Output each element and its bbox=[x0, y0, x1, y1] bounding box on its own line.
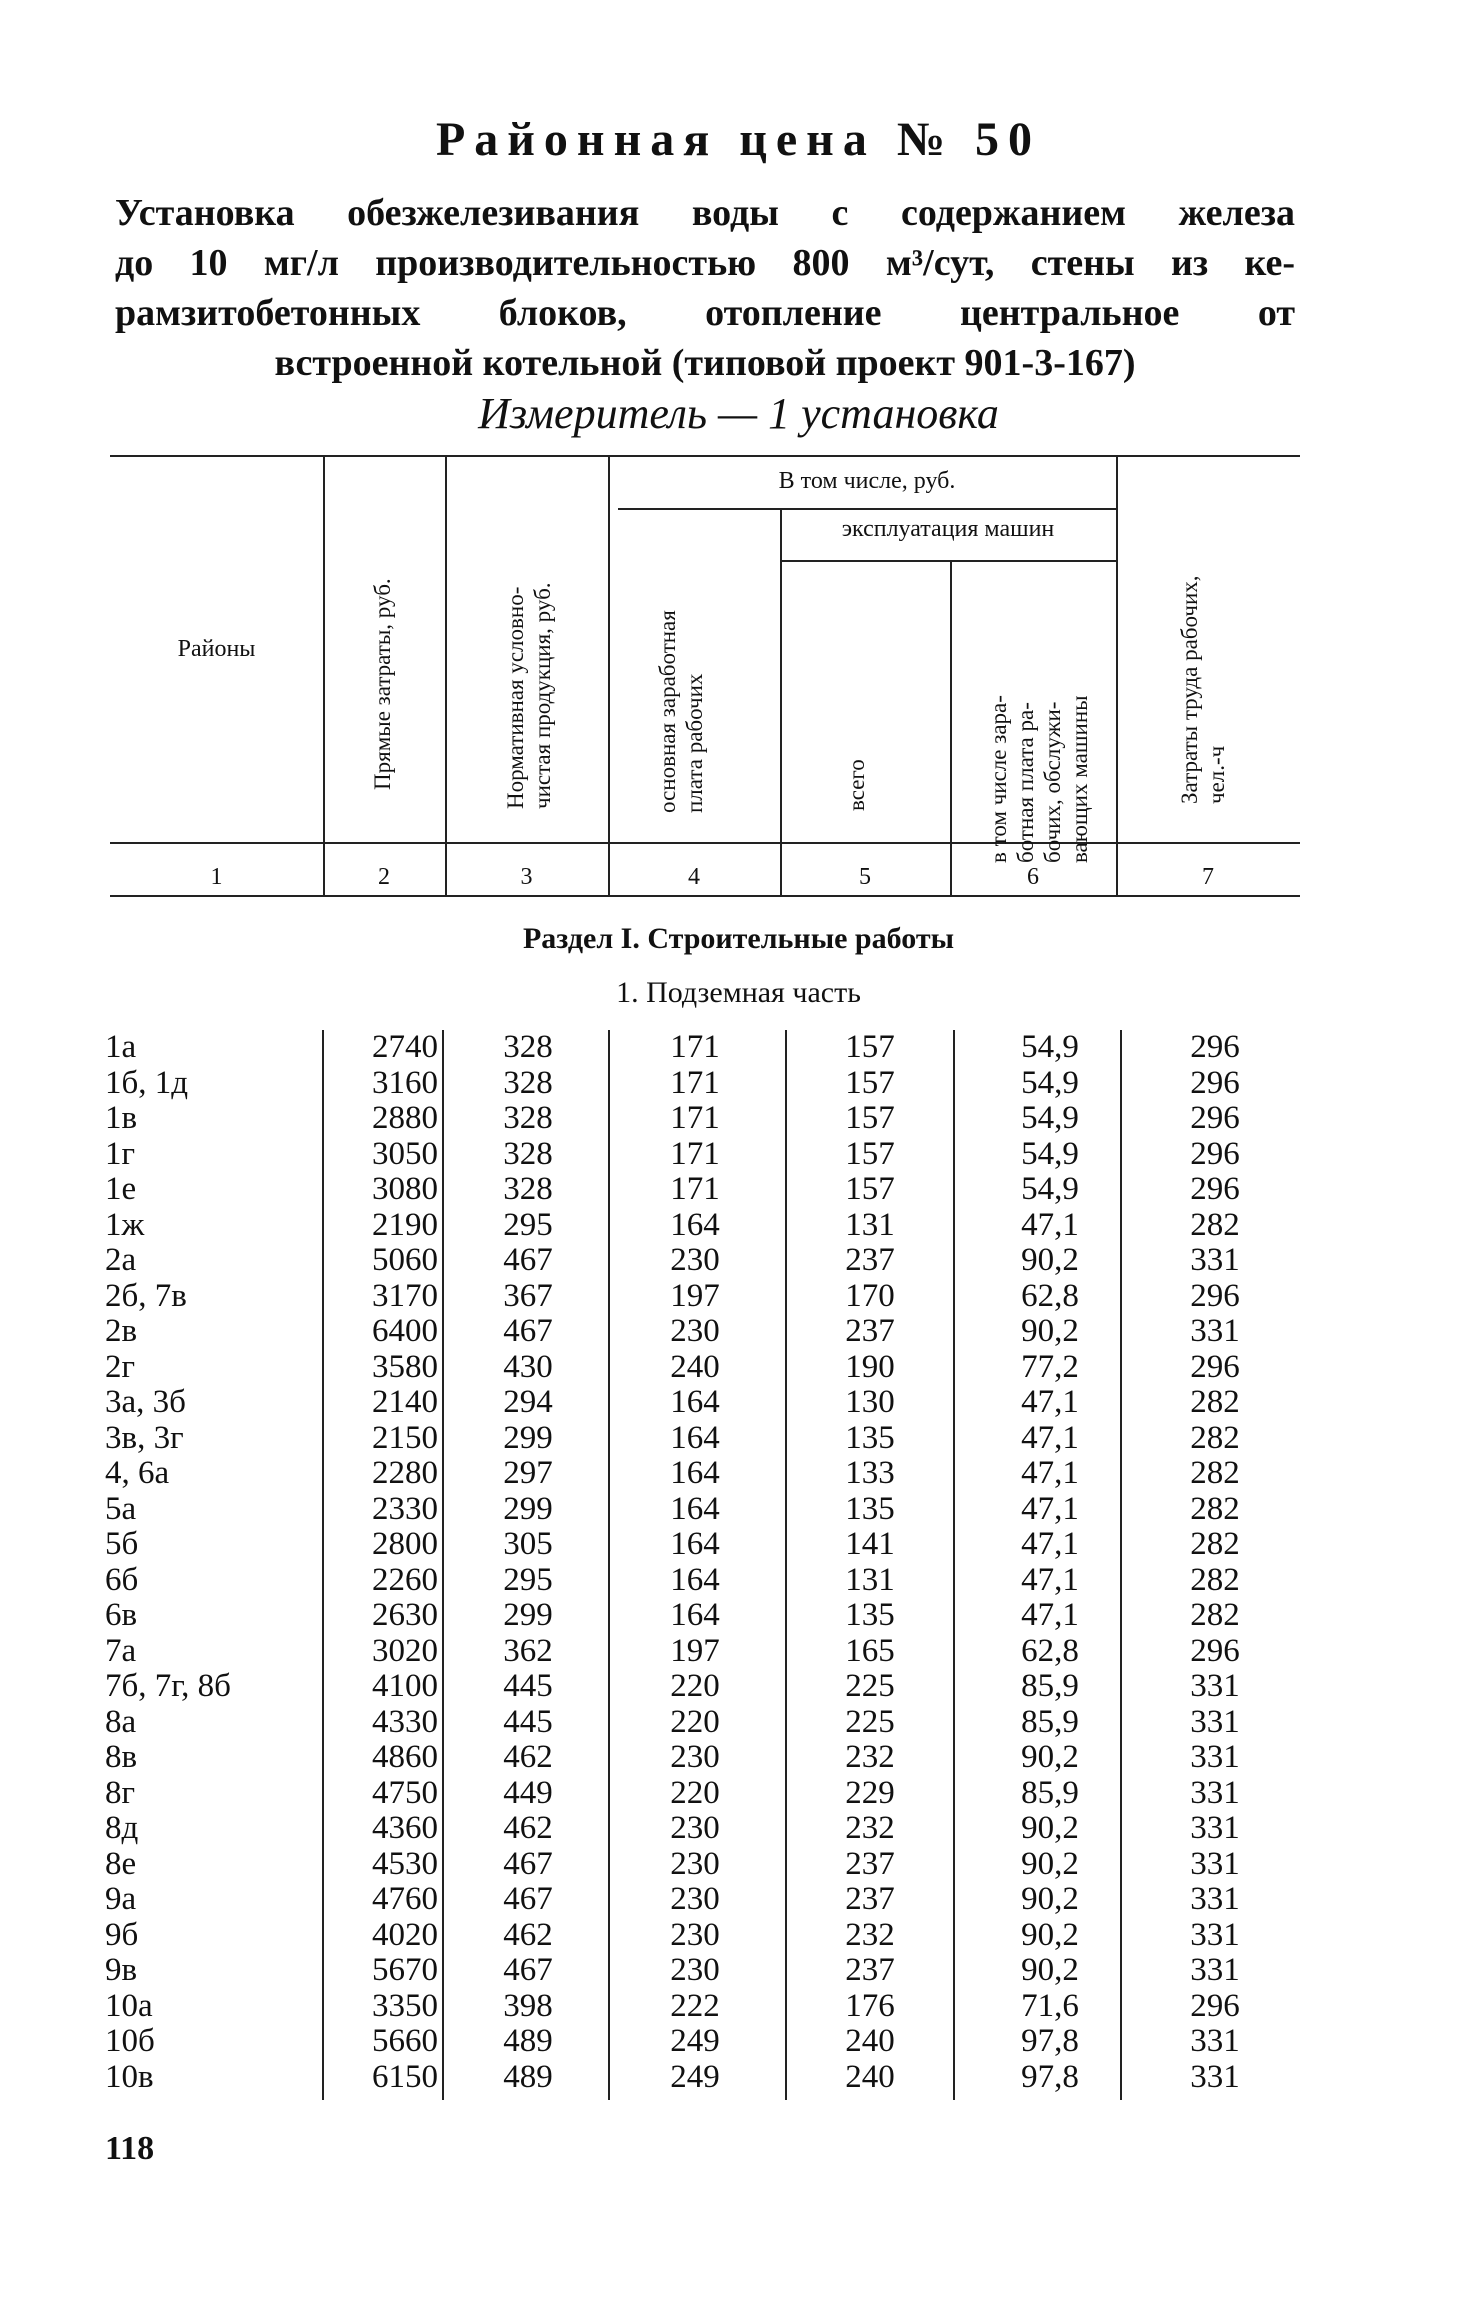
col-divider bbox=[780, 508, 782, 895]
value-cell: 3080 bbox=[372, 1171, 438, 1207]
header-subgroup: эксплуатация машин bbox=[841, 516, 1055, 542]
header-machine-wage: в том числе зара- ботная плата ра- бочих, обслужи- вающих машины bbox=[986, 695, 1092, 863]
table-row bbox=[0, 1740, 1477, 1776]
value-cell: 296 bbox=[1190, 1135, 1240, 1172]
page-title: Районная цена № 50 bbox=[435, 113, 1042, 166]
value-cell: 47,1 bbox=[1021, 1490, 1079, 1527]
value-cell: 131 bbox=[845, 1561, 895, 1598]
value-cell: 141 bbox=[845, 1526, 895, 1562]
value-cell: 97,8 bbox=[1021, 2058, 1079, 2095]
table-row bbox=[0, 1314, 1477, 1350]
value-cell: 229 bbox=[845, 1774, 895, 1811]
value-cell: 230 bbox=[670, 1845, 720, 1882]
value-cell: 331 bbox=[1190, 1810, 1240, 1846]
value-cell: 295 bbox=[503, 1206, 553, 1243]
table-row bbox=[0, 1350, 1477, 1386]
table-row bbox=[0, 1385, 1477, 1421]
value-cell: 237 bbox=[845, 1881, 895, 1917]
value-cell: 171 bbox=[670, 1064, 720, 1101]
table-row bbox=[0, 1705, 1477, 1741]
value-cell: 164 bbox=[670, 1597, 720, 1633]
value-cell: 398 bbox=[503, 1987, 553, 2024]
value-cell: 230 bbox=[670, 1916, 720, 1953]
value-cell: 2800 bbox=[372, 1526, 438, 1562]
value-cell: 47,1 bbox=[1021, 1206, 1079, 1243]
value-cell: 225 bbox=[845, 1703, 895, 1740]
column-number: 7 bbox=[1202, 864, 1214, 890]
value-cell: 331 bbox=[1190, 1668, 1240, 1704]
value-cell: 249 bbox=[670, 2058, 720, 2095]
value-cell: 489 bbox=[503, 2023, 553, 2059]
col-divider bbox=[1116, 455, 1118, 895]
table-row bbox=[0, 1882, 1477, 1918]
region-cell: 3а, 3б bbox=[105, 1384, 186, 1420]
value-cell: 299 bbox=[503, 1490, 553, 1527]
region-cell: 8а bbox=[105, 1703, 137, 1740]
value-cell: 54,9 bbox=[1021, 1064, 1079, 1101]
value-cell: 2150 bbox=[372, 1419, 438, 1456]
table-row bbox=[0, 1137, 1477, 1173]
value-cell: 240 bbox=[845, 2023, 895, 2059]
measure-unit: Измеритель — 1 установка bbox=[478, 389, 999, 438]
value-cell: 296 bbox=[1190, 1277, 1240, 1314]
value-cell: 296 bbox=[1190, 1171, 1240, 1207]
table-row bbox=[0, 1527, 1477, 1563]
region-cell: 10в bbox=[105, 2058, 154, 2095]
region-cell: 10б bbox=[105, 2023, 155, 2059]
value-cell: 232 bbox=[845, 1739, 895, 1775]
value-cell: 296 bbox=[1190, 1348, 1240, 1385]
value-cell: 47,1 bbox=[1021, 1597, 1079, 1633]
value-cell: 362 bbox=[503, 1632, 553, 1669]
value-cell: 299 bbox=[503, 1419, 553, 1456]
region-cell: 1е bbox=[105, 1171, 137, 1207]
column-number: 3 bbox=[520, 864, 533, 890]
value-cell: 462 bbox=[503, 1739, 553, 1775]
value-cell: 5660 bbox=[372, 2023, 438, 2059]
column-number: 6 bbox=[1027, 864, 1039, 890]
value-cell: 232 bbox=[845, 1810, 895, 1846]
value-cell: 171 bbox=[670, 1135, 720, 1172]
value-cell: 157 bbox=[845, 1135, 895, 1172]
column-number: 5 bbox=[859, 864, 871, 890]
value-cell: 331 bbox=[1190, 1916, 1240, 1953]
value-cell: 164 bbox=[670, 1526, 720, 1562]
value-cell: 230 bbox=[670, 1242, 720, 1278]
value-cell: 331 bbox=[1190, 1881, 1240, 1917]
value-cell: 4360 bbox=[372, 1810, 438, 1846]
value-cell: 467 bbox=[503, 1881, 553, 1917]
region-cell: 2а bbox=[105, 1242, 137, 1278]
value-cell: 62,8 bbox=[1021, 1632, 1079, 1669]
value-cell: 157 bbox=[845, 1100, 895, 1136]
group-rule bbox=[618, 508, 1116, 510]
value-cell: 296 bbox=[1190, 1029, 1240, 1065]
value-cell: 6150 bbox=[372, 2058, 438, 2095]
region-cell: 1б, 1д bbox=[105, 1064, 189, 1101]
value-cell: 2190 bbox=[372, 1206, 438, 1243]
value-cell: 85,9 bbox=[1021, 1703, 1079, 1740]
value-cell: 462 bbox=[503, 1810, 553, 1846]
value-cell: 462 bbox=[503, 1916, 553, 1953]
value-cell: 135 bbox=[845, 1419, 895, 1456]
table-row bbox=[0, 1101, 1477, 1137]
value-cell: 3020 bbox=[372, 1632, 438, 1669]
value-cell: 197 bbox=[670, 1632, 720, 1669]
table-row bbox=[0, 1243, 1477, 1279]
value-cell: 2280 bbox=[372, 1455, 438, 1491]
value-cell: 4330 bbox=[372, 1703, 438, 1740]
value-cell: 467 bbox=[503, 1952, 553, 1988]
value-cell: 240 bbox=[845, 2058, 895, 2095]
header-direct-costs: Прямые затраты, руб. bbox=[370, 578, 395, 790]
value-cell: 47,1 bbox=[1021, 1455, 1079, 1491]
value-cell: 296 bbox=[1190, 1632, 1240, 1669]
value-cell: 135 bbox=[845, 1597, 895, 1633]
value-cell: 5670 bbox=[372, 1952, 438, 1988]
region-cell: 9б bbox=[105, 1916, 139, 1953]
value-cell: 54,9 bbox=[1021, 1100, 1079, 1136]
value-cell: 467 bbox=[503, 1242, 553, 1278]
region-cell: 6в bbox=[105, 1597, 138, 1633]
value-cell: 90,2 bbox=[1021, 1845, 1079, 1882]
value-cell: 249 bbox=[670, 2023, 720, 2059]
value-cell: 282 bbox=[1190, 1206, 1240, 1243]
table-row bbox=[0, 1776, 1477, 1812]
table-row bbox=[0, 2024, 1477, 2060]
region-cell: 8е bbox=[105, 1845, 137, 1882]
value-cell: 164 bbox=[670, 1384, 720, 1420]
value-cell: 85,9 bbox=[1021, 1668, 1079, 1704]
value-cell: 171 bbox=[670, 1171, 720, 1207]
value-cell: 4760 bbox=[372, 1881, 438, 1917]
subtitle-line: встроенной котельной (типовой проект 901-3-167) bbox=[274, 342, 1136, 384]
value-cell: 232 bbox=[845, 1916, 895, 1953]
value-cell: 449 bbox=[503, 1774, 553, 1811]
value-cell: 331 bbox=[1190, 1242, 1240, 1278]
value-cell: 282 bbox=[1190, 1384, 1240, 1420]
value-cell: 3160 bbox=[372, 1064, 438, 1101]
subsection-heading: 1. Подземная часть bbox=[616, 976, 861, 1009]
value-cell: 328 bbox=[503, 1171, 553, 1207]
header-machines-total: всего bbox=[844, 759, 869, 811]
table-row bbox=[0, 1598, 1477, 1634]
value-cell: 157 bbox=[845, 1029, 895, 1065]
value-cell: 5060 bbox=[372, 1242, 438, 1278]
value-cell: 157 bbox=[845, 1064, 895, 1101]
header-group: В том числе, руб. bbox=[778, 468, 956, 494]
subgroup-rule bbox=[780, 560, 1116, 562]
value-cell: 54,9 bbox=[1021, 1029, 1079, 1065]
table-row bbox=[0, 1953, 1477, 1989]
region-cell: 5б bbox=[105, 1526, 139, 1562]
value-cell: 97,8 bbox=[1021, 2023, 1079, 2059]
value-cell: 282 bbox=[1190, 1561, 1240, 1598]
col-divider bbox=[608, 455, 610, 895]
value-cell: 131 bbox=[845, 1206, 895, 1243]
value-cell: 445 bbox=[503, 1703, 553, 1740]
value-cell: 282 bbox=[1190, 1419, 1240, 1456]
value-cell: 305 bbox=[503, 1526, 553, 1562]
value-cell: 237 bbox=[845, 1242, 895, 1278]
region-cell: 1в bbox=[105, 1100, 138, 1136]
value-cell: 3580 bbox=[372, 1348, 438, 1385]
subtitle-line: до 10 мг/л производительностью 800 м³/сут, стены из ке- bbox=[115, 242, 1295, 284]
column-number: 4 bbox=[688, 864, 700, 890]
value-cell: 171 bbox=[670, 1100, 720, 1136]
value-cell: 197 bbox=[670, 1277, 720, 1314]
header-base-wage: основная заработная плата рабочих bbox=[655, 610, 707, 813]
value-cell: 282 bbox=[1190, 1455, 1240, 1491]
value-cell: 328 bbox=[503, 1064, 553, 1101]
region-cell: 8г bbox=[105, 1774, 136, 1811]
region-cell: 2г bbox=[105, 1348, 136, 1385]
value-cell: 237 bbox=[845, 1313, 895, 1349]
region-cell: 7б, 7г, 8б bbox=[105, 1668, 231, 1704]
table-row bbox=[0, 1421, 1477, 1457]
value-cell: 4020 bbox=[372, 1916, 438, 1953]
region-cell: 3в, 3г bbox=[105, 1419, 184, 1456]
region-cell: 2б, 7в bbox=[105, 1277, 187, 1314]
value-cell: 176 bbox=[845, 1987, 895, 2024]
column-number: 2 bbox=[378, 864, 390, 890]
value-cell: 2630 bbox=[372, 1597, 438, 1633]
region-cell: 9в bbox=[105, 1952, 138, 1988]
value-cell: 4860 bbox=[372, 1739, 438, 1775]
value-cell: 230 bbox=[670, 1881, 720, 1917]
header-bottom-rule bbox=[110, 842, 1300, 844]
value-cell: 445 bbox=[503, 1668, 553, 1704]
value-cell: 90,2 bbox=[1021, 1242, 1079, 1278]
value-cell: 331 bbox=[1190, 2058, 1240, 2095]
value-cell: 297 bbox=[503, 1455, 553, 1491]
region-cell: 1г bbox=[105, 1135, 136, 1172]
value-cell: 133 bbox=[845, 1455, 895, 1491]
header-top-rule bbox=[110, 455, 1300, 457]
value-cell: 90,2 bbox=[1021, 1739, 1079, 1775]
table-row bbox=[0, 1456, 1477, 1492]
value-cell: 222 bbox=[670, 1987, 720, 2024]
value-cell: 164 bbox=[670, 1561, 720, 1598]
value-cell: 130 bbox=[845, 1384, 895, 1420]
table-row bbox=[0, 1066, 1477, 1102]
value-cell: 328 bbox=[503, 1029, 553, 1065]
value-cell: 328 bbox=[503, 1135, 553, 1172]
value-cell: 77,2 bbox=[1021, 1348, 1079, 1385]
value-cell: 2260 bbox=[372, 1561, 438, 1598]
value-cell: 85,9 bbox=[1021, 1774, 1079, 1811]
table-row bbox=[0, 1811, 1477, 1847]
col-divider bbox=[950, 560, 952, 895]
value-cell: 165 bbox=[845, 1632, 895, 1669]
value-cell: 3050 bbox=[372, 1135, 438, 1172]
value-cell: 367 bbox=[503, 1277, 553, 1314]
value-cell: 220 bbox=[670, 1703, 720, 1740]
value-cell: 296 bbox=[1190, 1064, 1240, 1101]
value-cell: 4530 bbox=[372, 1845, 438, 1882]
value-cell: 230 bbox=[670, 1952, 720, 1988]
value-cell: 47,1 bbox=[1021, 1419, 1079, 1456]
value-cell: 47,1 bbox=[1021, 1561, 1079, 1598]
region-cell: 9а bbox=[105, 1881, 137, 1917]
value-cell: 237 bbox=[845, 1952, 895, 1988]
col-divider bbox=[445, 455, 447, 895]
value-cell: 295 bbox=[503, 1561, 553, 1598]
value-cell: 2330 bbox=[372, 1490, 438, 1527]
table-row bbox=[0, 1563, 1477, 1599]
region-cell: 10а bbox=[105, 1987, 153, 2024]
value-cell: 331 bbox=[1190, 1845, 1240, 1882]
value-cell: 164 bbox=[670, 1206, 720, 1243]
region-cell: 2в bbox=[105, 1313, 138, 1349]
value-cell: 90,2 bbox=[1021, 1952, 1079, 1988]
value-cell: 299 bbox=[503, 1597, 553, 1633]
value-cell: 282 bbox=[1190, 1490, 1240, 1527]
table-row bbox=[0, 1918, 1477, 1954]
value-cell: 331 bbox=[1190, 1952, 1240, 1988]
value-cell: 164 bbox=[670, 1419, 720, 1456]
table-subtitle bbox=[115, 188, 1295, 388]
value-cell: 4750 bbox=[372, 1774, 438, 1811]
value-cell: 225 bbox=[845, 1668, 895, 1704]
value-cell: 331 bbox=[1190, 1313, 1240, 1349]
value-cell: 47,1 bbox=[1021, 1384, 1079, 1420]
value-cell: 331 bbox=[1190, 1739, 1240, 1775]
value-cell: 90,2 bbox=[1021, 1810, 1079, 1846]
value-cell: 90,2 bbox=[1021, 1881, 1079, 1917]
region-cell: 1а bbox=[105, 1029, 137, 1065]
value-cell: 190 bbox=[845, 1348, 895, 1385]
value-cell: 296 bbox=[1190, 1987, 1240, 2024]
value-cell: 6400 bbox=[372, 1313, 438, 1349]
region-cell: 4, 6а bbox=[105, 1455, 170, 1491]
value-cell: 170 bbox=[845, 1277, 895, 1314]
value-cell: 3170 bbox=[372, 1277, 438, 1314]
region-cell: 8в bbox=[105, 1739, 138, 1775]
header-regions: Районы bbox=[177, 636, 256, 662]
section-heading: Раздел I. Строительные работы bbox=[522, 922, 954, 955]
value-cell: 296 bbox=[1190, 1100, 1240, 1136]
value-cell: 171 bbox=[670, 1029, 720, 1065]
value-cell: 331 bbox=[1190, 1703, 1240, 1740]
value-cell: 294 bbox=[503, 1384, 553, 1420]
subtitle-line: рамзитобетонных блоков, отопление центральное от bbox=[115, 292, 1295, 334]
column-number: 1 bbox=[210, 864, 223, 890]
value-cell: 282 bbox=[1190, 1597, 1240, 1633]
value-cell: 47,1 bbox=[1021, 1526, 1079, 1562]
value-cell: 71,6 bbox=[1021, 1987, 1079, 2024]
table-row bbox=[0, 1030, 1477, 1066]
value-cell: 328 bbox=[503, 1100, 553, 1136]
value-cell: 2140 bbox=[372, 1384, 438, 1420]
value-cell: 467 bbox=[503, 1845, 553, 1882]
value-cell: 220 bbox=[670, 1668, 720, 1704]
value-cell: 164 bbox=[670, 1490, 720, 1527]
value-cell: 230 bbox=[670, 1810, 720, 1846]
header-labor: Затраты труда рабочих, чел.-ч bbox=[1177, 575, 1229, 804]
value-cell: 489 bbox=[503, 2058, 553, 2095]
value-cell: 90,2 bbox=[1021, 1313, 1079, 1349]
value-cell: 2740 bbox=[372, 1029, 438, 1065]
value-cell: 4100 bbox=[372, 1668, 438, 1704]
value-cell: 220 bbox=[670, 1774, 720, 1811]
value-cell: 90,2 bbox=[1021, 1916, 1079, 1953]
header-net-product: Нормативная условно- чистая продукция, руб. bbox=[503, 582, 555, 809]
col-divider bbox=[323, 455, 325, 895]
value-cell: 157 bbox=[845, 1171, 895, 1207]
value-cell: 54,9 bbox=[1021, 1171, 1079, 1207]
value-cell: 135 bbox=[845, 1490, 895, 1527]
value-cell: 62,8 bbox=[1021, 1277, 1079, 1314]
page-number: 118 bbox=[105, 2130, 155, 2167]
region-cell: 5а bbox=[105, 1490, 137, 1527]
table-row bbox=[0, 1492, 1477, 1528]
region-cell: 7а bbox=[105, 1632, 137, 1669]
table-row bbox=[0, 1208, 1477, 1244]
value-cell: 2880 bbox=[372, 1100, 438, 1136]
value-cell: 3350 bbox=[372, 1987, 438, 2024]
value-cell: 237 bbox=[845, 1845, 895, 1882]
table-row bbox=[0, 1669, 1477, 1705]
table-row bbox=[0, 2060, 1477, 2096]
value-cell: 331 bbox=[1190, 2023, 1240, 2059]
value-cell: 240 bbox=[670, 1348, 720, 1385]
numbers-bottom-rule bbox=[110, 895, 1300, 897]
region-cell: 8д bbox=[105, 1810, 139, 1846]
value-cell: 467 bbox=[503, 1313, 553, 1349]
table-row bbox=[0, 1847, 1477, 1883]
value-cell: 54,9 bbox=[1021, 1135, 1079, 1172]
value-cell: 164 bbox=[670, 1455, 720, 1491]
table-row bbox=[0, 1634, 1477, 1670]
value-cell: 230 bbox=[670, 1313, 720, 1349]
table-row bbox=[0, 1989, 1477, 2025]
value-cell: 430 bbox=[503, 1348, 553, 1385]
value-cell: 282 bbox=[1190, 1526, 1240, 1562]
value-cell: 230 bbox=[670, 1739, 720, 1775]
value-cell: 331 bbox=[1190, 1774, 1240, 1811]
table-row bbox=[0, 1172, 1477, 1208]
region-cell: 6б bbox=[105, 1561, 139, 1598]
region-cell: 1ж bbox=[105, 1206, 145, 1243]
subtitle-line: Установка обезжелезивания воды с содержанием железа bbox=[115, 192, 1295, 234]
table-row bbox=[0, 1279, 1477, 1315]
